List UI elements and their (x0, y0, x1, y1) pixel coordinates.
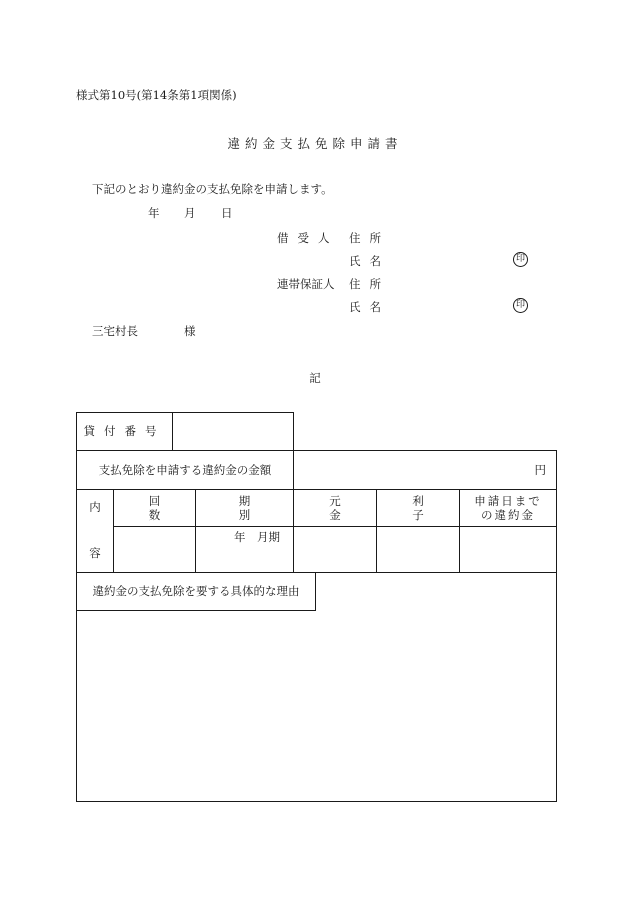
interest-header: 利子 (412, 493, 446, 522)
intro-text: 下記のとおり違約金の支払免除を申請します。 (92, 182, 333, 196)
period-header: 期別 (238, 493, 283, 522)
loan-number-label: 貸付番号 (83, 424, 166, 439)
date-month-label: 月 (184, 206, 196, 220)
times-field[interactable] (114, 527, 195, 572)
yen-unit: 円 (534, 462, 546, 477)
borrower-address-label: 住所 (349, 231, 390, 245)
date-day-label: 日 (221, 206, 233, 220)
borrower-label: 借受人 (277, 231, 339, 245)
table-border (76, 801, 557, 802)
penalty-header-line1: 申請日まで (474, 493, 542, 508)
period-value: 年 月期 (234, 530, 280, 544)
guarantor-name-label: 氏名 (349, 300, 390, 314)
reason-field[interactable] (77, 611, 556, 801)
date-year-label: 年 (148, 206, 160, 220)
reason-label: 違約金の支払免除を要する具体的な理由 (92, 584, 300, 599)
breakdown-label-top: 内 (89, 499, 101, 514)
penalty-field[interactable] (460, 527, 556, 572)
interest-field[interactable] (377, 527, 459, 572)
ki-heading: 記 (309, 371, 321, 385)
breakdown-label-bottom: 容 (89, 545, 101, 560)
penalty-header-line2: の違約金 (481, 508, 535, 522)
borrower-name-label: 氏名 (349, 254, 390, 268)
principal-header: 元金 (329, 493, 363, 522)
form-number: 様式第10号(第14条第1項関係) (76, 88, 237, 102)
table-border (556, 450, 557, 802)
guarantor-address-label: 住所 (349, 277, 390, 291)
addressee-honorific: 様 (184, 324, 196, 338)
amount-field[interactable] (294, 451, 556, 489)
loan-number-field[interactable] (173, 413, 293, 450)
guarantor-label: 連帯保証人 (277, 277, 335, 291)
times-header: 回数 (148, 493, 183, 522)
borrower-seal-icon: 印 (513, 252, 528, 267)
addressee-name: 三宅村長 (92, 324, 138, 338)
principal-field[interactable] (294, 527, 376, 572)
table-border (315, 572, 316, 610)
table-border (293, 412, 294, 450)
guarantor-seal-icon: 印 (513, 298, 528, 313)
document-title: 違約金支払免除申請書 (227, 136, 403, 151)
amount-label: 支払免除を申請する違約金の金額 (98, 462, 272, 477)
penalty-header (460, 490, 556, 526)
